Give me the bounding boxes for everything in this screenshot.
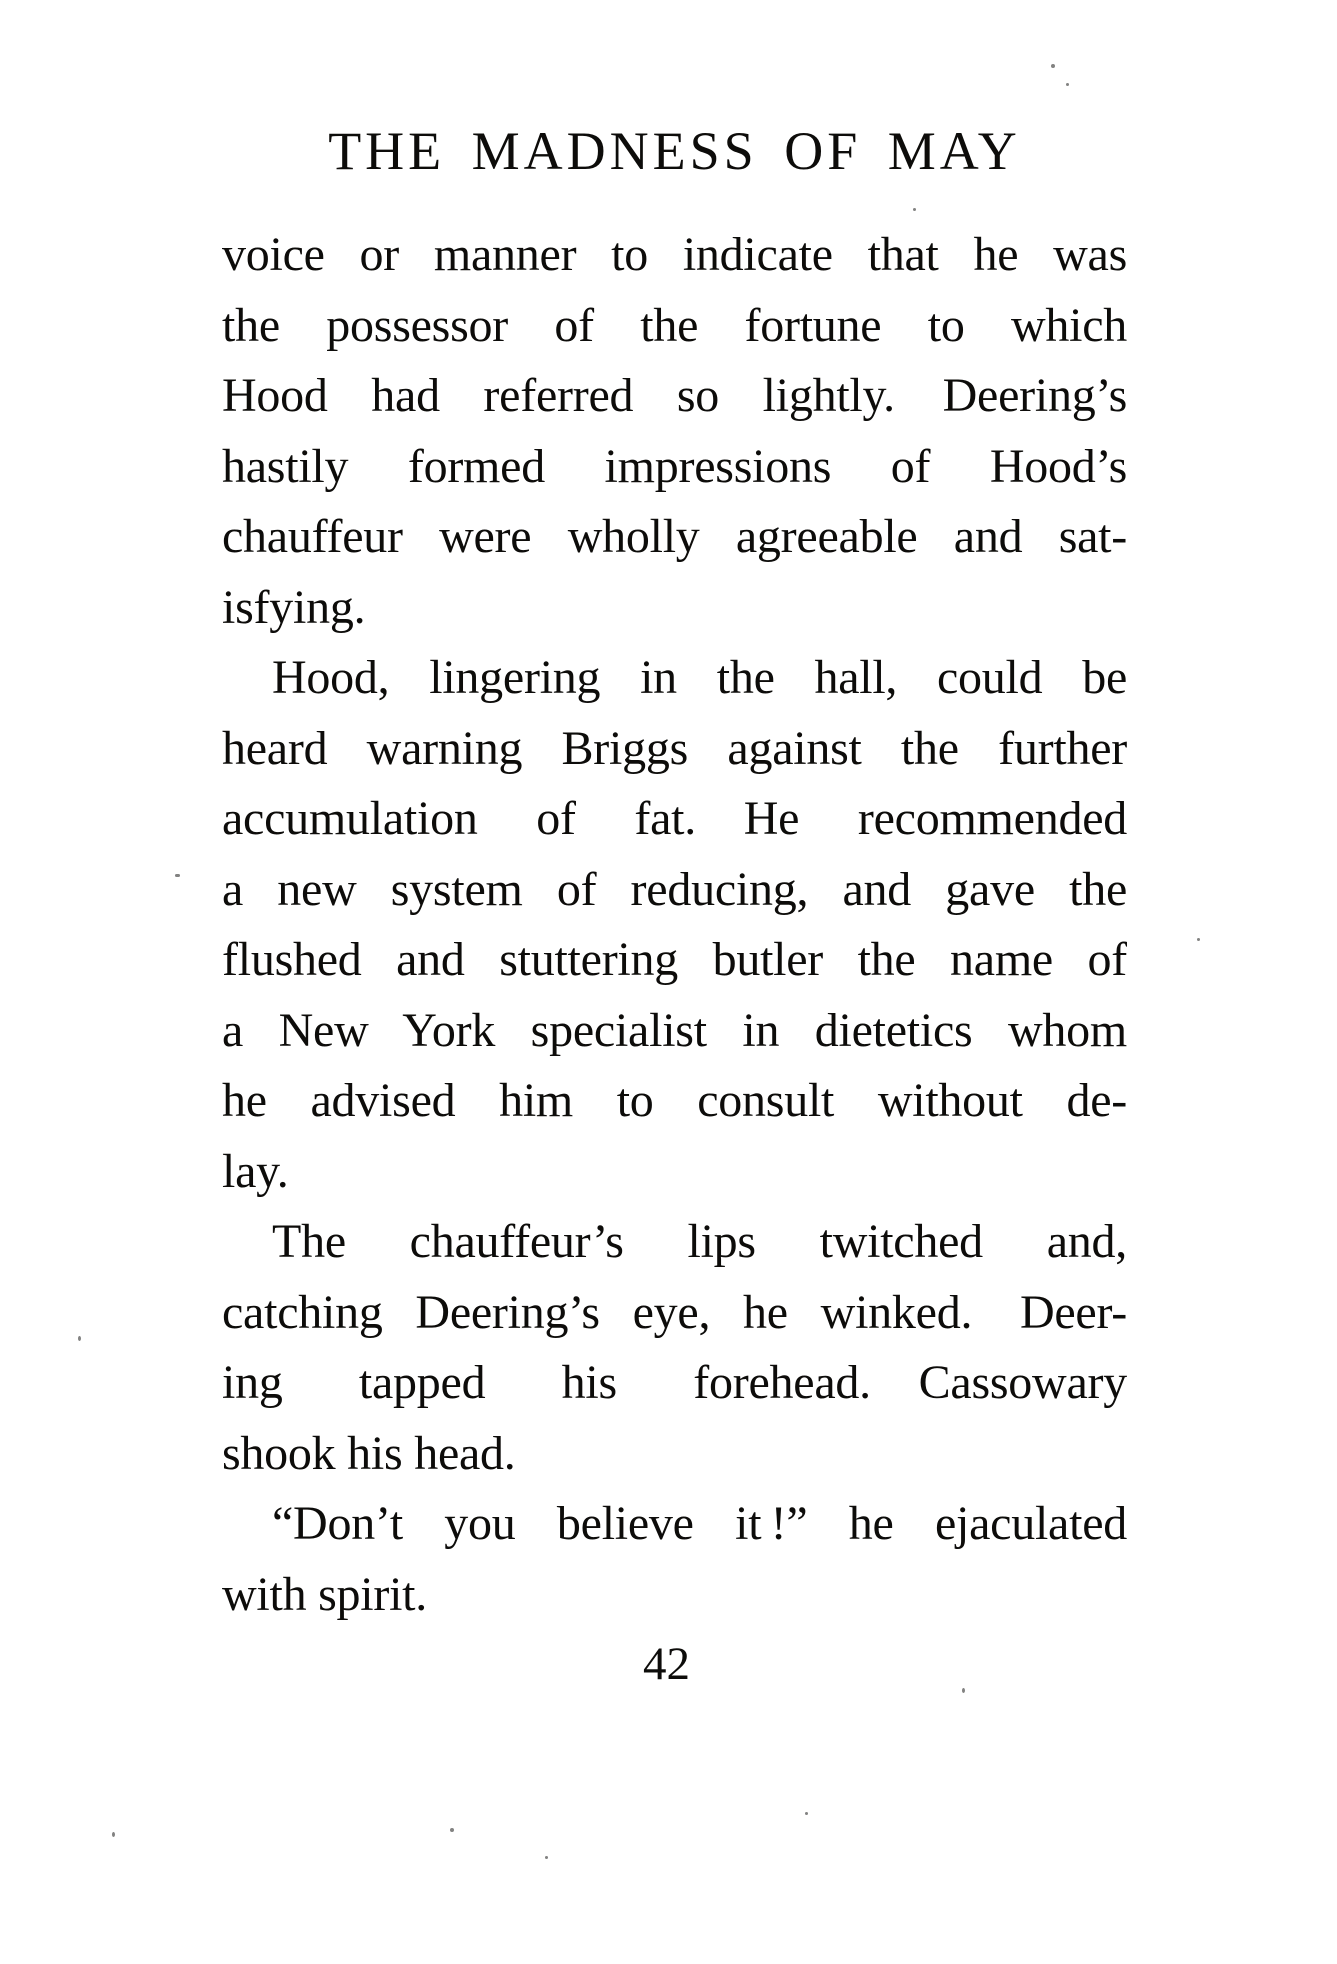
page-number: 42: [643, 1638, 690, 1690]
text-line: the possessor of the fortune to which: [222, 298, 1127, 352]
text-line: hastily formed impressions of Hood’s: [222, 439, 1127, 493]
text-line: isfying.: [222, 580, 366, 634]
running-head: THE MADNESS OF MAY: [328, 121, 1021, 181]
text-line: Hood, lingering in the hall, could be: [272, 651, 1127, 704]
text-line: “Don’t you believe it !” he ejaculated: [272, 1497, 1127, 1550]
text-line: voice or manner to indicate that he was: [222, 228, 1127, 281]
text-line: accumulation of fat. He recommended: [222, 792, 1127, 845]
dust-speck: [78, 1336, 81, 1341]
text-line: he advised him to consult without de-: [222, 1074, 1127, 1127]
dust-speck: [805, 1812, 808, 1815]
text-block: [222, 220, 1127, 1630]
text-line: Hood had referred so lightly. Deering’s: [222, 369, 1127, 422]
text-line: with spirit.: [222, 1567, 428, 1621]
dust-speck: [913, 208, 916, 211]
dust-speck: [175, 874, 180, 877]
dust-speck: [450, 1828, 454, 1832]
dust-speck: [545, 1856, 548, 1859]
text-line: heard warning Briggs against the further: [222, 721, 1127, 775]
text-line: The chauffeur’s lips twitched and,: [272, 1215, 1127, 1268]
dust-speck: [1051, 64, 1055, 68]
text-line: flushed and stuttering butler the name of: [222, 933, 1127, 986]
text-line: lay.: [222, 1144, 289, 1198]
paragraph: [222, 1207, 1127, 1489]
dust-speck: [112, 1832, 115, 1837]
paragraph: [222, 1489, 1127, 1630]
text-line: chauffeur were wholly agreeable and sat-: [222, 510, 1127, 563]
dust-speck: [1197, 938, 1200, 941]
text-line: a New York specialist in dietetics whom: [222, 1003, 1127, 1057]
dust-speck: [962, 1688, 965, 1693]
text-line: a new system of reducing, and gave the: [222, 862, 1127, 916]
paragraph: [222, 643, 1127, 1207]
text-line: ing tapped his forehead. Cassowary: [222, 1356, 1127, 1409]
text-line: shook his head.: [222, 1426, 516, 1480]
text-line: catching Deering’s eye, he winked. Deer-: [222, 1285, 1127, 1339]
dust-speck: [1066, 83, 1069, 86]
paragraph: [222, 220, 1127, 643]
